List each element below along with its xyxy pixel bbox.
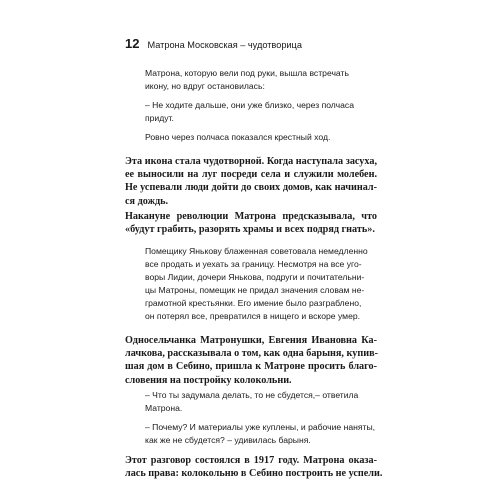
text-line: Накануне революции Матрона предсказывала, что	[125, 211, 377, 222]
text-line: Матрона, которую вели под руки, вышла встречать	[145, 68, 349, 78]
text-line: – Почему? И материалы уже куплены, и рабочие наняты,	[145, 422, 376, 432]
text-line: он потерял все, превратился в нищего и вскоре умер.	[145, 311, 361, 321]
text-line: ее выносили на луг посреди села и служили молебен.	[125, 169, 377, 181]
page-number: 12	[125, 36, 140, 51]
text-line: – Что ты задумала делать, то не сбудется,– ответила	[145, 390, 359, 400]
quote-paragraph	[145, 245, 375, 323]
text-line: все продать и уехать за границу. Несмотря на все уго-	[145, 259, 362, 269]
quote-paragraph	[145, 421, 375, 447]
text-line: словения на постройку колокольни.	[125, 374, 292, 386]
text-line: Односельчанка Матронушки, Евгения Ивановна Ка-	[125, 335, 377, 346]
text-line: шая дом в Себино, пришла к Матроне просить благо-	[125, 361, 377, 373]
body-paragraph	[125, 334, 377, 387]
text-line: Матрона.	[145, 403, 183, 413]
text-line: Не успевали люди дойти до своих домов, как начинал-	[125, 182, 377, 194]
text-line: ся дождь.	[125, 195, 169, 207]
text-line: Этот разговор состоялся в 1917 году. Матрона оказа-	[125, 455, 377, 466]
body-paragraph	[125, 454, 383, 480]
body-paragraph	[125, 155, 377, 208]
text-line: цы Матроны, помещик не придал значения словам не-	[145, 285, 365, 295]
text-line: грамотной крестьянки. Его имение было разграблено,	[145, 298, 362, 308]
text-line: «будут грабить, разорять храмы и всех подряд гнать».	[125, 224, 375, 236]
body-paragraph	[125, 210, 377, 236]
running-title: Матрона Московская – чудотворица	[147, 40, 302, 50]
text-line: лась права: колокольню в Себино построить не успели.	[125, 468, 383, 480]
text-line: воры Лидии, дочери Янькова, подруги и почитательни-	[145, 272, 365, 282]
text-line: как же не сбудется? – удивилась барыня.	[145, 435, 311, 445]
quote-paragraph	[145, 99, 375, 125]
text-line: придут.	[145, 113, 174, 123]
quote-paragraph	[145, 131, 375, 144]
quote-paragraph	[145, 389, 375, 415]
text-line: икону, но вдруг остановилась:	[145, 81, 265, 91]
text-line: – Не ходите дальше, они уже близко, через полчаса	[145, 100, 354, 110]
quote-paragraph	[145, 67, 375, 93]
text-line: Помещику Янькову блаженная советовала немедленно	[145, 246, 368, 256]
page-header	[125, 36, 302, 52]
text-line: Ровно через полчаса показался крестный ход.	[145, 132, 331, 142]
text-line: Эта икона стала чудотворной. Когда наступала засуха,	[125, 156, 377, 167]
text-line: лачкова, рассказывала о том, как одна барыня, купив-	[125, 348, 378, 360]
